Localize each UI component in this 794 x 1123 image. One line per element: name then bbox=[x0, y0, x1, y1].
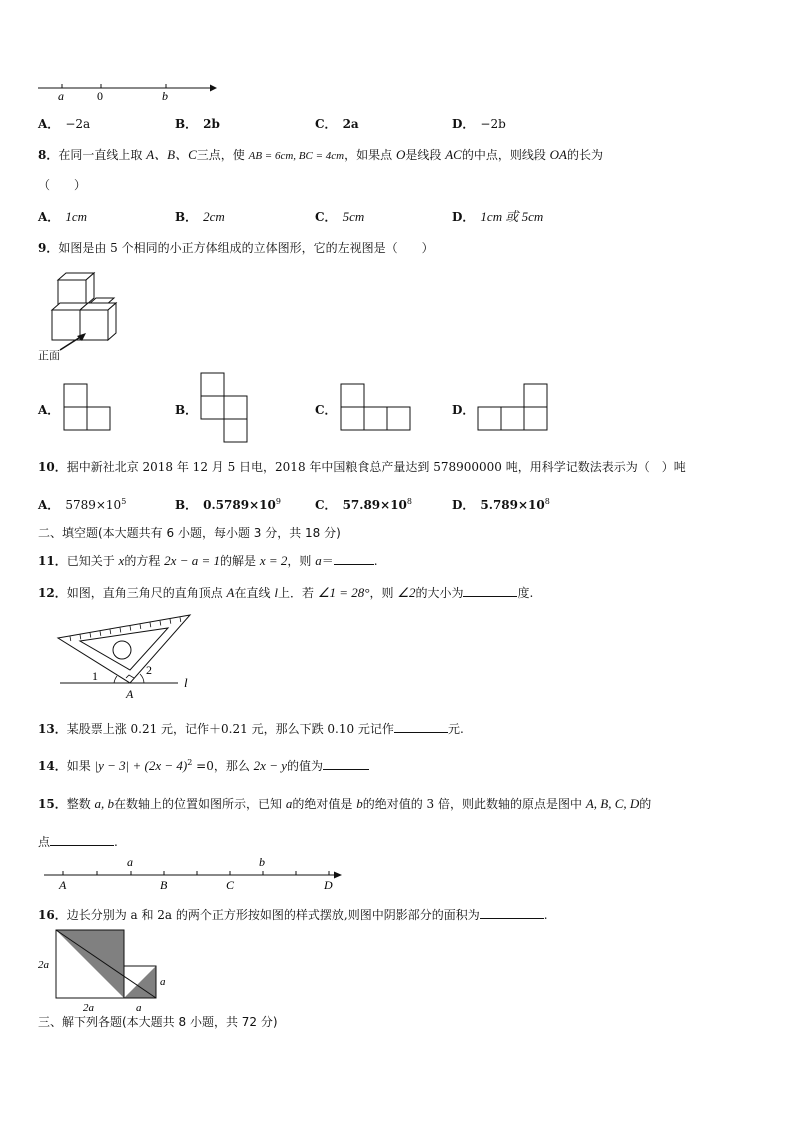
q13-answer-blank[interactable] bbox=[394, 720, 448, 733]
q11-answer-blank[interactable] bbox=[334, 552, 374, 565]
q7-number-line bbox=[36, 82, 226, 104]
q15-number-line bbox=[42, 853, 347, 893]
q16-answer-blank[interactable] bbox=[480, 906, 544, 919]
q11-stem: 11．已知关于 x的方程 2x − a = 1的解是 x = 2，则 a＝ . bbox=[38, 553, 378, 568]
q10-option-d[interactable]: D． $5.789\times 10^8$ bbox=[452, 497, 550, 512]
axis-label-zero: 0 bbox=[97, 89, 103, 103]
q15-label-B: B bbox=[160, 878, 168, 892]
q16-stem: 16．边长分别为 a 和 2a 的两个正方形按如图的样式摆放,则图中阴影部分的面积为 . bbox=[38, 908, 548, 922]
q7-option-b[interactable]: B． 2b bbox=[175, 117, 220, 131]
q8-option-a[interactable]: A． 1cm bbox=[38, 209, 87, 224]
q16-label-bottom-big: 2a bbox=[83, 1002, 94, 1014]
q7-option-d[interactable]: D． −2b bbox=[452, 117, 506, 131]
q10-option-a[interactable]: A． $5789\times 10^5$ bbox=[38, 497, 127, 512]
q12-stem: 12．如图，直角三角尺的直角顶点 A在直线 l上．若 ∠1 = 28°，则 ∠2的大小为 度. bbox=[38, 585, 534, 600]
axis-label-a: a bbox=[58, 89, 64, 103]
q14-answer-blank[interactable] bbox=[323, 757, 369, 770]
q16-squares-figure bbox=[34, 926, 184, 1018]
q15-answer-blank[interactable] bbox=[50, 833, 114, 846]
q9-stem: 9．如图是由 5 个相同的小正方体组成的立体图形，它的左视图是（ ） bbox=[38, 241, 434, 255]
q10-option-b[interactable]: B． $0.5789\times 10^9$ bbox=[175, 497, 281, 512]
q15-label-C: C bbox=[226, 878, 235, 892]
q15-label-D: D bbox=[324, 878, 333, 892]
q9-option-c-view bbox=[340, 383, 414, 433]
q9-option-a-view bbox=[63, 383, 113, 433]
q16-label-bottom-small: a bbox=[136, 1002, 142, 1014]
q10-option-c[interactable]: C． $57.89\times 10^8$ bbox=[315, 497, 412, 512]
fig-label-l: l bbox=[184, 675, 188, 690]
q15-stem-line2: 点 . bbox=[38, 835, 118, 849]
q12-answer-blank[interactable] bbox=[463, 584, 517, 597]
axis-label-b: b bbox=[162, 89, 168, 103]
q8-option-c[interactable]: C． 5cm bbox=[315, 209, 365, 224]
q13-stem: 13．某股票上涨 0.21 元，记作＋0.21 元，那么下跌 0.10 元记作 元. bbox=[38, 722, 464, 736]
q7-option-a[interactable]: A． −2a bbox=[38, 117, 91, 131]
fig-label-1: 1 bbox=[92, 669, 98, 683]
q15-label-a: a bbox=[127, 855, 133, 869]
section-3-heading: 三、解下列各题(本大题共 8 小题，共 72 分) bbox=[38, 1015, 278, 1029]
q8-option-d[interactable]: D． 1cm 或 5cm bbox=[452, 209, 544, 224]
front-label: 正面 bbox=[38, 349, 60, 362]
q12-triangle-figure bbox=[50, 610, 200, 702]
q10-stem: 10．据中新社北京 2018 年 12 月 5 日电，2018 年中国粮食总产量达到 578900000 吨，用科学记数法表示为（ ）吨 bbox=[38, 460, 686, 474]
q9-option-b[interactable]: B． bbox=[175, 403, 198, 417]
q15-stem: 15．整数 a, b在数轴上的位置如图所示，已知 a的绝对值是 b的绝对值的 3 倍，则此数轴的原点是图中 A, B, C, D的 bbox=[38, 796, 652, 811]
q16-label-left: 2a bbox=[38, 959, 49, 971]
q14-stem: 14．如果 $|y - 3| + (2x - 4)^2 =0$，那么 2x − y的值为 bbox=[38, 755, 369, 774]
q9-option-d[interactable]: D． bbox=[452, 403, 475, 417]
q16-label-right-small: a bbox=[160, 976, 166, 988]
q8-option-b[interactable]: B． 2cm bbox=[175, 209, 225, 224]
q8-stem: 8．在同一直线上取 A、B、C三点，使 AB = 6cm, BC = 4cm，如果点 O是线段 AC的中点，则线段 OA的长为 bbox=[38, 147, 604, 162]
fig-label-2: 2 bbox=[146, 663, 152, 677]
fig-label-A: A bbox=[126, 687, 134, 701]
q9-option-d-view bbox=[477, 383, 551, 433]
q9-option-c[interactable]: C． bbox=[315, 403, 337, 417]
q7-option-c[interactable]: C． 2a bbox=[315, 117, 359, 131]
q15-label-b: b bbox=[259, 855, 265, 869]
q15-label-A: A bbox=[59, 878, 67, 892]
q9-option-b-view bbox=[200, 372, 250, 446]
section-2-heading: 二、填空题(本大题共有 6 小题，每小题 3 分，共 18 分) bbox=[38, 526, 341, 540]
q9-option-a[interactable]: A． bbox=[38, 403, 60, 417]
q8-paren: （ ） bbox=[38, 178, 87, 192]
